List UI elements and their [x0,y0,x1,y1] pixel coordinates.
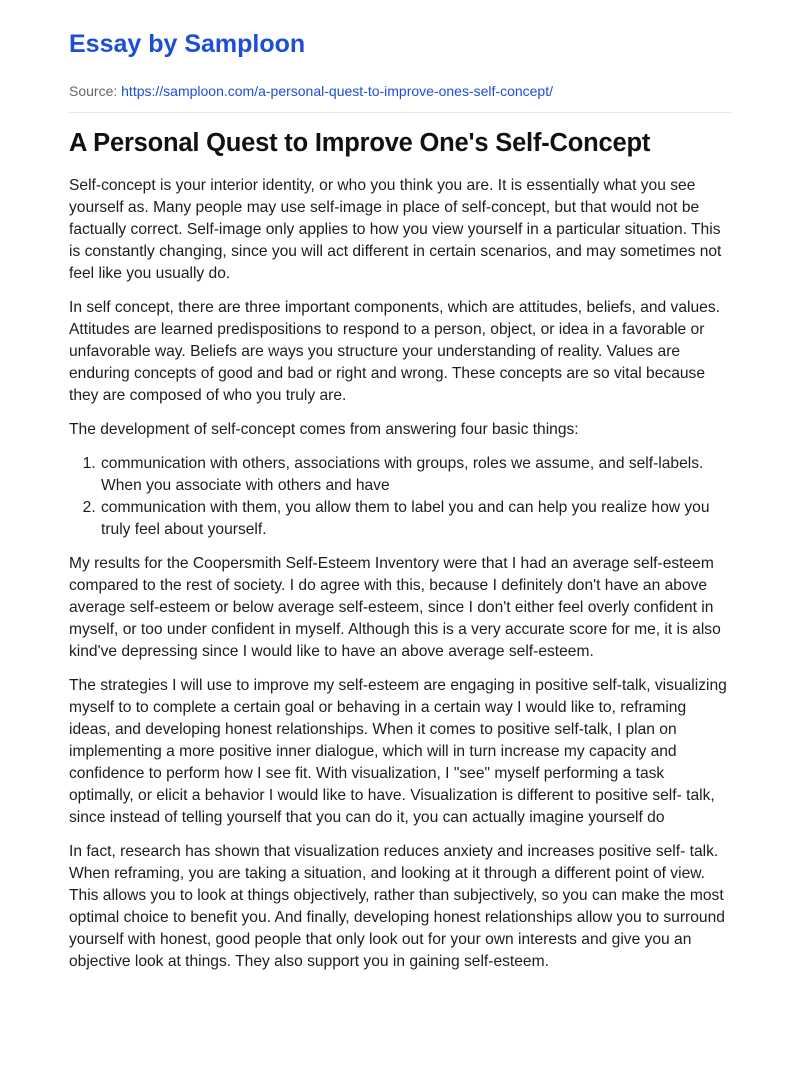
paragraph: In self concept, there are three important components, which are attitudes, beliefs, and values. Attitudes are learned predispositions to respond to a person, object, or idea in a favorable or unfavorable way. Beliefs are ways you structure your understanding of reality. Values are enduring concepts of good and bad or right and wrong. These concepts are so vital because they are composed of who you truly are. [69,299,720,404]
paragraph: My results for the Coopersmith Self-Esteem Inventory were that I had an average self-esteem compared to the rest of society. I do agree with this, because I definitely don't have an above average self-esteem or below average self-esteem, since I don't either feel overly confident in myself, or too under confident in myself. Although this is a very accurate score for me, it is also kind've depressing since I would like to have an above average self-esteem. [69,555,721,660]
article-title: A Personal Quest to Improve One's Self-Concept [69,129,651,157]
paragraph: The strategies I will use to improve my self-esteem are engaging in positive self-talk, visualizing myself to to complete a certain goal or behaving in a certain way I would like to, reframing ideas, and developing honest relationships. When it comes to positive self-talk, I plan on implementing a more positive inner dialogue, which will in turn increase my capacity and confidence to perform how I see fit. With visualization, I "see" myself performing a task optimally, or elicit a behavior I would like to have. Visualization is different to positive self- talk, since instead of telling yourself that you can do it, you can actually imagine yourself do [69,677,727,826]
paragraph: Self-concept is your interior identity, or who you think you are. It is essentially what you see yourself as. Many people may use self-image in place of self-concept, but that would not be factually correct. Self-image only applies to how you view yourself in a particular situation. This is constantly changing, since you will act different in certain scenarios, and may sometimes not feel like you usually do. [69,177,722,282]
divider [69,112,731,113]
numbered-list [69,453,731,541]
paragraph: The development of self-concept comes from answering four basic things: [69,421,579,438]
paragraph: In fact, research has shown that visualization reduces anxiety and increases positive self- talk. When reframing, you are taking a situation, and looking at it through a different point of view. This allows you to look at things objectively, rather than subjectively, so you can make the most optimal choice to benefit you. And finally, developing honest relationships allow you to surround yourself with honest, good people that only look out for your own interests and give you an objective look at things. They also support you in gaining self-esteem. [69,843,725,970]
list-item: 1. communication with others, associations with groups, roles we assume, and self-labels. When you associate with others and have [100,453,731,497]
source-line [69,82,731,100]
source-label: Source: [69,83,118,99]
source-link[interactable]: https://samploon.com/a-personal-quest-to-improve-ones-self-concept/ [121,83,554,99]
list-item: 2. communication with them, you allow them to label you and can help you realize how you truly feel about yourself. [100,497,731,541]
brand-title: Essay by Samploon [69,30,306,58]
